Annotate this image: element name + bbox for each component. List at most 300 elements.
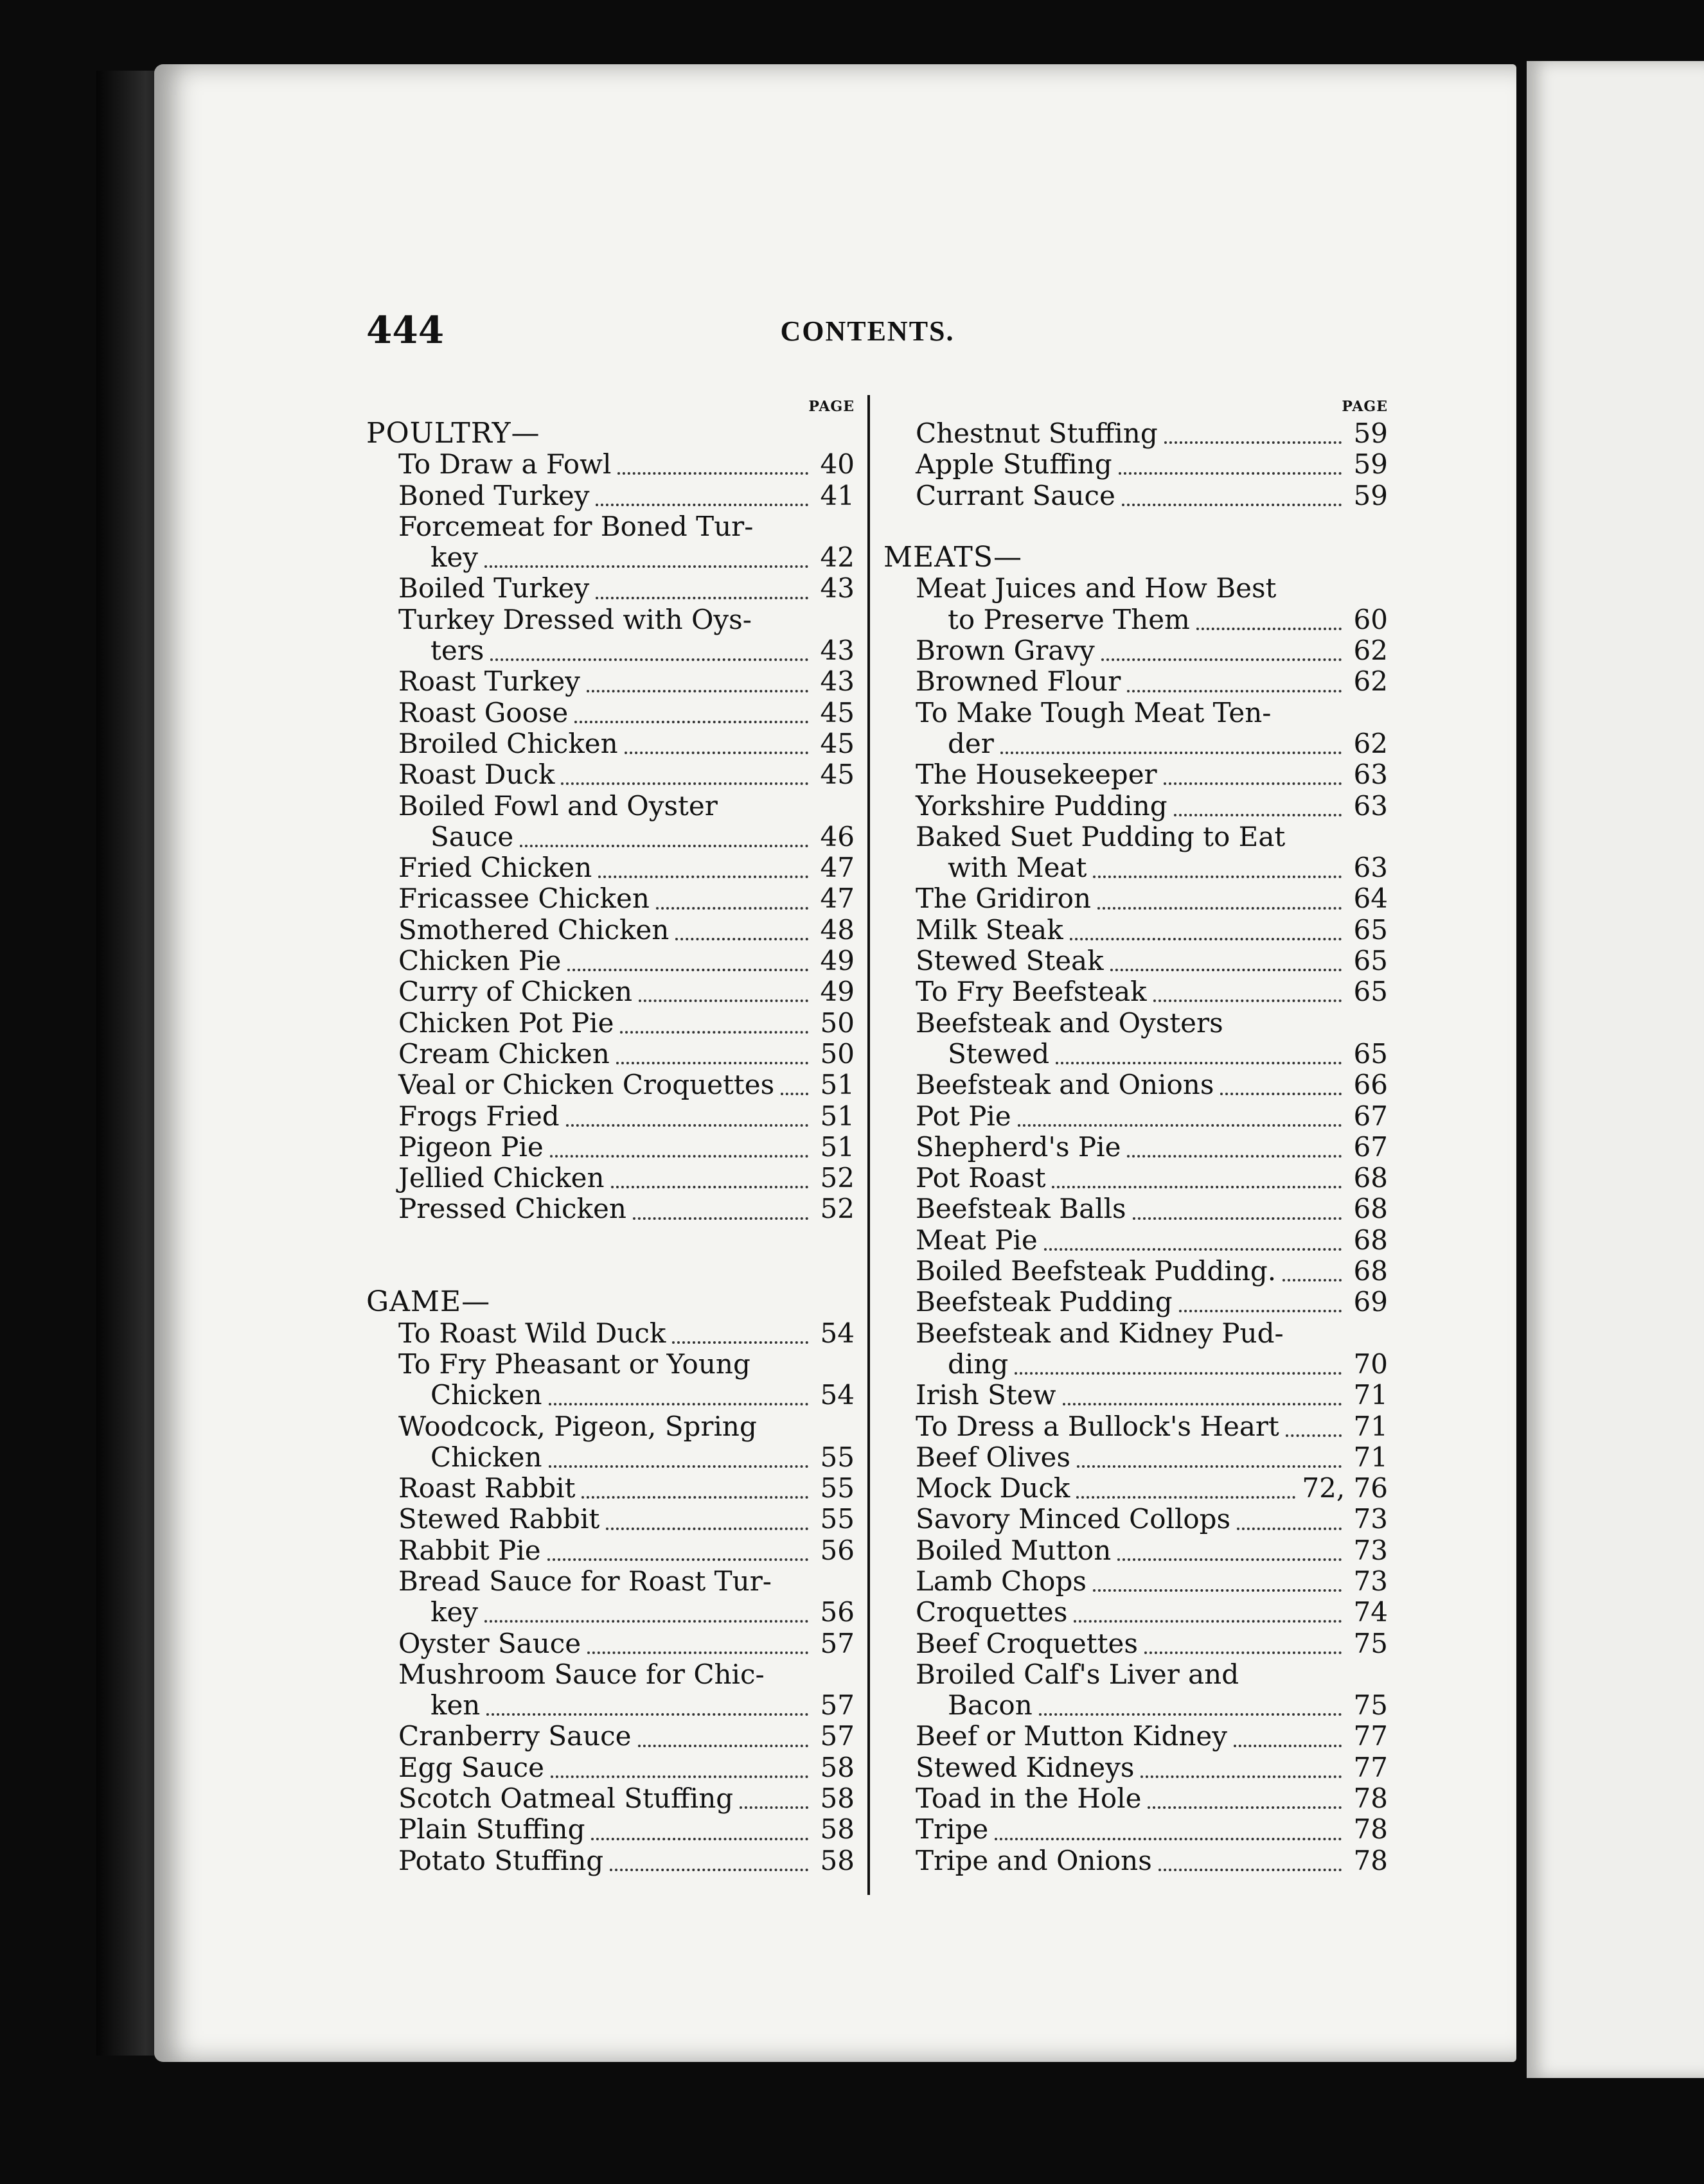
- entry-title: Boiled Mutton: [916, 1534, 1112, 1566]
- entry-title: Croquettes: [916, 1596, 1068, 1628]
- entry-title: Woodcock, Pigeon, Spring: [398, 1410, 757, 1442]
- entry-title: Browned Flour: [916, 665, 1121, 698]
- entry-page-number: 58: [820, 1844, 855, 1876]
- dot-leader: [549, 1403, 809, 1405]
- entry-title: Boiled Fowl and Oyster: [398, 789, 718, 822]
- entry-page-number: 71: [1353, 1441, 1388, 1473]
- contents-entry: [883, 759, 1388, 790]
- dot-leader: [567, 969, 808, 971]
- contents-entry: [366, 1659, 855, 1690]
- entry-title: Beef or Mutton Kidney: [916, 1720, 1228, 1752]
- entry-title: ken: [430, 1689, 481, 1722]
- entry-page-number: 60: [1353, 603, 1388, 635]
- entry-title: Milk Steak: [916, 913, 1063, 946]
- contents-entry: [366, 1411, 855, 1442]
- dot-leader: [606, 1528, 808, 1530]
- entry-page-number: 63: [1353, 759, 1388, 791]
- entry-title: Lamb Chops: [916, 1565, 1087, 1597]
- entry-title: Tripe: [916, 1813, 989, 1845]
- entry-title: Veal or Chicken Croquettes: [398, 1069, 775, 1101]
- contents-entry-continuation: [366, 1442, 855, 1473]
- dot-leader: [587, 1651, 808, 1654]
- contents-entry: [883, 418, 1388, 449]
- entry-page-number: 63: [1353, 789, 1388, 822]
- dot-leader: [1122, 504, 1342, 506]
- dot-leader: [550, 1155, 808, 1158]
- dot-leader: [581, 1496, 808, 1499]
- entry-title: Chicken: [430, 1441, 542, 1473]
- contents-entry: [366, 1473, 855, 1504]
- dot-leader: [611, 1186, 808, 1188]
- entry-page-number: 55: [820, 1472, 855, 1504]
- dot-leader: [740, 1806, 808, 1809]
- contents-entry-continuation: [883, 1349, 1388, 1380]
- contents-entry: [366, 1752, 855, 1783]
- contents-entry: [366, 1814, 855, 1845]
- entry-page-number: 62: [1353, 727, 1388, 759]
- entry-title: Fried Chicken: [398, 852, 592, 884]
- entry-page-number: 48: [820, 913, 855, 946]
- dot-leader: [639, 1000, 808, 1002]
- contents-entry: [366, 698, 855, 728]
- entry-title: Apple Stuffing: [916, 448, 1112, 480]
- contents-entry: [883, 1101, 1388, 1132]
- entry-page-number: 70: [1353, 1348, 1388, 1380]
- entry-page-number: 41: [820, 479, 855, 511]
- dot-leader: [617, 472, 808, 475]
- entry-page-number: 57: [820, 1689, 855, 1722]
- contents-entry: [366, 1039, 855, 1070]
- entry-title: Irish Stew: [916, 1379, 1056, 1411]
- entry-title: to Preserve Them: [948, 603, 1190, 635]
- dot-leader: [1282, 1279, 1342, 1281]
- contents-entry-continuation: [366, 1380, 855, 1411]
- entry-page-number: 45: [820, 727, 855, 759]
- entry-title: Sauce: [430, 820, 514, 852]
- contents-entry: [883, 1070, 1388, 1100]
- entry-page-number: 62: [1353, 635, 1388, 667]
- facing-page-edge: [1523, 61, 1704, 2078]
- dot-leader: [587, 690, 808, 692]
- entry-page-number: 65: [1353, 1037, 1388, 1070]
- entry-title: Stewed Steak: [916, 945, 1104, 977]
- entry-page-number: 47: [820, 852, 855, 884]
- entry-title: ters: [430, 635, 484, 667]
- entry-title: To Draw a Fowl: [398, 448, 612, 480]
- entry-title: Fricassee Chicken: [398, 883, 650, 915]
- entry-page-number: 56: [820, 1534, 855, 1566]
- entry-title: Jellied Chicken: [398, 1162, 605, 1194]
- entry-page-number: 63: [1353, 852, 1388, 884]
- contents-entry: [366, 728, 855, 759]
- contents-entry: [366, 976, 855, 1007]
- contents-entry: [883, 1783, 1388, 1814]
- dot-leader: [1158, 1869, 1342, 1871]
- entry-page-number: 50: [820, 1007, 855, 1039]
- entry-title: Beefsteak and Oysters: [916, 1007, 1223, 1039]
- entry-page-number: 73: [1353, 1534, 1388, 1566]
- contents-entry: [883, 1256, 1388, 1287]
- dot-leader: [1039, 1713, 1342, 1716]
- dot-leader: [1110, 969, 1342, 971]
- entry-page-number: 65: [1353, 913, 1388, 946]
- contents-entry: [366, 1101, 855, 1132]
- entry-page-number: 67: [1353, 1100, 1388, 1132]
- contents-entry-continuation: [883, 728, 1388, 759]
- dot-leader: [574, 721, 808, 723]
- entry-title: Shepherd's Pie: [916, 1131, 1121, 1163]
- dot-leader: [1140, 1775, 1342, 1778]
- contents-entry: [366, 1721, 855, 1752]
- entry-title: Beefsteak Balls: [916, 1193, 1126, 1225]
- contents-entry: [366, 1008, 855, 1039]
- entry-page-number: 65: [1353, 976, 1388, 1008]
- contents-entry: [883, 1318, 1388, 1349]
- entry-title: Pigeon Pie: [398, 1131, 544, 1163]
- dot-leader: [1044, 1248, 1342, 1251]
- contents-entry: [883, 666, 1388, 697]
- contents-entry-continuation: [883, 1690, 1388, 1721]
- entry-page-number: 55: [820, 1503, 855, 1535]
- contents-column-right: [883, 395, 1388, 1876]
- entry-page-number: 64: [1353, 883, 1388, 915]
- contents-entry: [883, 480, 1388, 511]
- contents-entry: [883, 1411, 1388, 1442]
- contents-entry: [883, 635, 1388, 666]
- contents-entry: [366, 946, 855, 976]
- entry-title: To Dress a Bullock's Heart: [916, 1410, 1279, 1442]
- entry-page-number: 66: [1353, 1069, 1388, 1101]
- entry-page-number: 73: [1353, 1565, 1388, 1597]
- dot-leader: [598, 876, 808, 878]
- section-spacer: [883, 511, 1388, 542]
- entry-page-number: 71: [1353, 1379, 1388, 1411]
- entry-page-number: 68: [1353, 1193, 1388, 1225]
- dot-leader: [547, 1558, 808, 1561]
- entry-title: Yorkshire Pudding: [916, 789, 1167, 822]
- entry-page-number: 51: [820, 1100, 855, 1132]
- contents-list: [883, 418, 1388, 1876]
- contents-entry: [883, 1225, 1388, 1256]
- entry-title: with Meat: [948, 852, 1087, 884]
- entry-title: Beef Croquettes: [916, 1627, 1138, 1659]
- entry-title: To Make Tough Meat Ten-: [916, 696, 1272, 728]
- entry-title: To Roast Wild Duck: [398, 1317, 666, 1349]
- dot-leader: [1234, 1745, 1342, 1747]
- entry-page-number: 51: [820, 1131, 855, 1163]
- dot-leader: [1074, 1620, 1342, 1623]
- entry-page-number: 57: [820, 1720, 855, 1752]
- entry-page-number: 67: [1353, 1131, 1388, 1163]
- entry-title: der: [948, 727, 994, 759]
- contents-entry: [883, 976, 1388, 1007]
- dot-leader: [625, 752, 808, 754]
- contents-entry-continuation: [883, 604, 1388, 635]
- dot-leader: [1018, 1124, 1342, 1127]
- contents-entry: [366, 1504, 855, 1535]
- entry-page-number: 45: [820, 759, 855, 791]
- entry-title: Bacon: [948, 1689, 1033, 1722]
- contents-entry: [883, 1597, 1388, 1628]
- entry-title: Toad in the Hole: [916, 1783, 1142, 1815]
- entry-title: Beefsteak Pudding: [916, 1286, 1173, 1318]
- entry-title: Scotch Oatmeal Stuffing: [398, 1783, 734, 1815]
- dot-leader: [1133, 1217, 1342, 1220]
- dot-leader: [1164, 441, 1342, 444]
- contents-entry: [883, 1814, 1388, 1845]
- contents-entry: [366, 791, 855, 822]
- dot-leader: [1179, 1310, 1342, 1312]
- contents-column-left: [366, 395, 855, 1876]
- entry-title: Stewed Rabbit: [398, 1503, 600, 1535]
- entry-title: Savory Minced Collops: [916, 1503, 1231, 1535]
- entry-title: The Gridiron: [916, 883, 1092, 915]
- entry-page-number: 59: [1353, 479, 1388, 511]
- contents-entry: [883, 1504, 1388, 1535]
- entry-title: Pot Pie: [916, 1100, 1011, 1132]
- entry-title: Baked Suet Pudding to Eat: [916, 820, 1286, 852]
- entry-title: Stewed Kidneys: [916, 1751, 1135, 1783]
- entry-title: Curry of Chicken: [398, 976, 633, 1008]
- entry-page-number: 52: [820, 1193, 855, 1225]
- dot-leader: [561, 782, 808, 785]
- section-heading: MEATS—: [883, 541, 1023, 574]
- dot-leader: [484, 1620, 808, 1623]
- entry-title: ding: [948, 1348, 1009, 1380]
- entry-page-number: 58: [820, 1813, 855, 1845]
- entry-title: Brown Gravy: [916, 635, 1095, 667]
- contents-entry: [883, 1535, 1388, 1566]
- dot-leader: [1144, 1651, 1342, 1654]
- contents-entry: [366, 511, 855, 542]
- dot-leader: [995, 1838, 1342, 1840]
- contents-entry: [366, 915, 855, 946]
- contents-entry: [366, 1193, 855, 1224]
- entry-page-number: 68: [1353, 1255, 1388, 1287]
- entry-title: key: [430, 542, 479, 574]
- entry-title: Turkey Dressed with Oys-: [398, 603, 752, 635]
- entry-title: Roast Duck: [398, 759, 555, 791]
- entry-page-number: 40: [820, 448, 855, 480]
- contents-entry: [366, 1566, 855, 1597]
- entry-page-number: 57: [820, 1627, 855, 1659]
- dot-leader: [1015, 1372, 1342, 1375]
- contents-entry: [883, 1628, 1388, 1659]
- dot-leader: [1148, 1806, 1342, 1809]
- contents-entry-continuation: [883, 852, 1388, 883]
- entry-page-number: 77: [1353, 1751, 1388, 1783]
- entry-page-number: 78: [1353, 1783, 1388, 1815]
- entry-page-number: 52: [820, 1162, 855, 1194]
- dot-leader: [520, 845, 808, 847]
- contents-entry: [883, 946, 1388, 976]
- entry-page-number: 55: [820, 1441, 855, 1473]
- dot-leader: [1117, 1558, 1342, 1561]
- dot-leader: [490, 658, 808, 661]
- contents-entry: [366, 480, 855, 511]
- entry-title: Roast Goose: [398, 696, 569, 728]
- entry-title: Pressed Chicken: [398, 1193, 626, 1225]
- entry-page-number: 50: [820, 1037, 855, 1070]
- contents-entry: [366, 666, 855, 697]
- entry-page-number: 77: [1353, 1720, 1388, 1752]
- dot-leader: [486, 1713, 808, 1716]
- dot-leader: [1237, 1528, 1342, 1530]
- contents-entry: [366, 852, 855, 883]
- entry-title: Beefsteak and Onions: [916, 1069, 1214, 1101]
- page-number: 444: [366, 308, 445, 352]
- dot-leader: [1070, 938, 1342, 940]
- entry-title: Currant Sauce: [916, 479, 1115, 511]
- dot-leader: [610, 1869, 808, 1871]
- entry-page-number: 49: [820, 976, 855, 1008]
- entry-title: Mushroom Sauce for Chic-: [398, 1658, 765, 1690]
- entry-page-number: 78: [1353, 1844, 1388, 1876]
- contents-entry: [366, 883, 855, 914]
- contents-entry: [883, 1752, 1388, 1783]
- entry-title: Pot Roast: [916, 1162, 1046, 1194]
- contents-entry: [883, 1721, 1388, 1752]
- dot-leader: [1000, 752, 1342, 754]
- running-head: CONTENTS.: [780, 315, 955, 347]
- entry-title: To Fry Beefsteak: [916, 976, 1147, 1008]
- contents-entry: [883, 1287, 1388, 1317]
- entry-title: Mock Duck: [916, 1472, 1070, 1504]
- dot-leader: [1220, 1093, 1342, 1095]
- contents-entry: [883, 1380, 1388, 1411]
- dot-leader: [1063, 1403, 1342, 1405]
- dot-leader: [1093, 876, 1342, 878]
- dot-leader: [1097, 907, 1342, 910]
- entry-title: Egg Sauce: [398, 1751, 545, 1783]
- contents-entry-continuation: [366, 635, 855, 666]
- page-column-label: PAGE: [808, 398, 855, 415]
- section-heading: POULTRY—: [366, 417, 540, 450]
- entry-page-number: 68: [1353, 1224, 1388, 1256]
- entry-page-number: 54: [820, 1317, 855, 1349]
- dot-leader: [1127, 1155, 1342, 1158]
- dot-leader: [620, 1031, 808, 1034]
- entry-page-number: 59: [1353, 418, 1388, 449]
- dot-leader: [1076, 1496, 1295, 1499]
- dot-leader: [1093, 1589, 1342, 1592]
- entry-title: key: [430, 1596, 479, 1628]
- dot-leader: [616, 1062, 808, 1064]
- entry-page-number: 45: [820, 696, 855, 728]
- entry-page-number: 71: [1353, 1410, 1388, 1442]
- entry-page-number: 75: [1353, 1689, 1388, 1722]
- entry-page-number: 54: [820, 1379, 855, 1411]
- entry-title: To Fry Pheasant or Young: [398, 1348, 750, 1380]
- dot-leader: [1101, 658, 1342, 661]
- contents-entry: [883, 822, 1388, 852]
- entry-title: Forcemeat for Boned Tur-: [398, 510, 754, 542]
- contents-entry: [366, 1318, 855, 1349]
- entry-title: Potato Stuffing: [398, 1844, 604, 1876]
- dot-leader: [675, 938, 808, 940]
- entry-page-number: 51: [820, 1069, 855, 1101]
- entry-title: Cranberry Sauce: [398, 1720, 632, 1752]
- dot-leader: [1119, 472, 1342, 475]
- contents-entry: [883, 791, 1388, 822]
- contents-entry-continuation: [366, 542, 855, 573]
- entry-title: Boned Turkey: [398, 479, 590, 511]
- contents-entry: [883, 1845, 1388, 1876]
- entry-page-number: 62: [1353, 665, 1388, 698]
- contents-entry: [366, 1070, 855, 1100]
- entry-title: Roast Turkey: [398, 665, 580, 698]
- contents-entry: [366, 604, 855, 635]
- entry-title: Plain Stuffing: [398, 1813, 585, 1845]
- entry-page-number: 43: [820, 665, 855, 698]
- entry-title: Chicken Pot Pie: [398, 1007, 614, 1039]
- entry-title: Boiled Beefsteak Pudding.: [916, 1255, 1277, 1287]
- dot-leader: [596, 504, 808, 506]
- contents-entry-continuation: [883, 1039, 1388, 1070]
- contents-entry: [883, 1442, 1388, 1473]
- dot-leader: [551, 1775, 808, 1778]
- dot-leader: [1153, 1000, 1342, 1002]
- contents-entry: [883, 915, 1388, 946]
- dot-leader: [1052, 1186, 1342, 1188]
- contents-list: [366, 418, 855, 1876]
- dot-leader: [656, 907, 808, 910]
- entry-page-number: 58: [820, 1751, 855, 1783]
- entry-title: Rabbit Pie: [398, 1534, 541, 1566]
- dot-leader: [591, 1838, 808, 1840]
- entry-page-number: 42: [820, 542, 855, 574]
- entry-page-number: 72, 76: [1302, 1472, 1388, 1504]
- dot-leader: [549, 1465, 809, 1468]
- contents-entry: [883, 883, 1388, 914]
- contents-entry: [883, 1132, 1388, 1163]
- entry-page-number: 59: [1353, 448, 1388, 480]
- entry-title: Stewed: [948, 1037, 1050, 1070]
- column-divider: [867, 395, 870, 1895]
- entry-page-number: 65: [1353, 945, 1388, 977]
- entry-title: Broiled Chicken: [398, 727, 618, 759]
- entry-title: Beef Olives: [916, 1441, 1070, 1473]
- contents-entry: [366, 1535, 855, 1566]
- entry-page-number: 43: [820, 635, 855, 667]
- entry-title: Meat Juices and How Best: [916, 572, 1277, 604]
- contents-entry: [883, 698, 1388, 728]
- contents-entry: [366, 1845, 855, 1876]
- contents-entry: [366, 1628, 855, 1659]
- contents-entry: [883, 449, 1388, 480]
- entry-title: Tripe and Onions: [916, 1844, 1152, 1876]
- entry-title: Broiled Calf's Liver and: [916, 1658, 1239, 1690]
- dot-leader: [1286, 1434, 1342, 1437]
- entry-page-number: 73: [1353, 1503, 1388, 1535]
- entry-title: Chicken: [430, 1379, 542, 1411]
- contents-entry: [366, 449, 855, 480]
- entry-page-number: 74: [1353, 1596, 1388, 1628]
- dot-leader: [1077, 1465, 1342, 1468]
- dot-leader: [638, 1745, 808, 1747]
- contents-entry: [883, 1163, 1388, 1193]
- entry-page-number: 46: [820, 820, 855, 852]
- entry-page-number: 49: [820, 945, 855, 977]
- entry-page-number: 75: [1353, 1627, 1388, 1659]
- contents-entry-continuation: [366, 1690, 855, 1721]
- contents-entry: [883, 1473, 1388, 1504]
- entry-title: Frogs Fried: [398, 1100, 560, 1132]
- contents-entry: [366, 1783, 855, 1814]
- dot-leader: [781, 1093, 808, 1095]
- dot-leader: [596, 597, 808, 599]
- dot-leader: [484, 565, 808, 568]
